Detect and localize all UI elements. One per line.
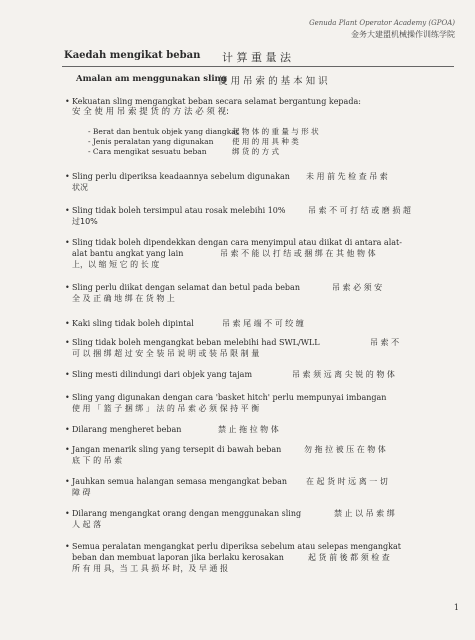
sub-item-zh: 使 用 的 用 具 种 类 — [232, 137, 299, 146]
item-text-zh-cont: 状况 — [72, 183, 88, 192]
item-text-zh: 安 全 使 用 吊 索 提 货 的 方 法 必 须 视: — [72, 107, 229, 117]
org-name-zh: 金务大建盟机械操作训练学院 — [351, 30, 455, 39]
item-text-zh-cont: 所 有 用 具，当 工 具 损 坏 时，及 早 通 报 — [72, 564, 228, 573]
bullet-icon: • — [65, 477, 70, 486]
list-item — [65, 369, 432, 380]
item-text-en-cont: beban dan membuat laporan jika berlaku kerosakan — [72, 553, 284, 562]
item-text-zh-cont: 底 下 的 吊 索 — [72, 456, 123, 465]
sub-item-zh: 起 物 体 的 重 量 与 形 状 — [232, 127, 319, 136]
sub-item-en: - Jenis peralatan yang digunakan — [88, 137, 214, 146]
list-item — [65, 392, 432, 414]
bullet-icon: • — [65, 172, 70, 181]
list-item — [65, 171, 432, 193]
item-text-zh: 吊 索 尾 端 不 可 绞 缠 — [222, 319, 304, 328]
sub-list — [88, 127, 432, 157]
subtitle-zh: 使 用 吊 索 的 基 本 知 识 — [218, 76, 328, 87]
item-text-zh: 在 起 货 时 远 离 一 切 — [306, 477, 388, 486]
organization-header — [309, 18, 455, 40]
item-text-en: Jauhkan semua halangan semasa mengangkat beban — [72, 477, 287, 486]
item-text-zh-cont: 人 起 落 — [72, 520, 102, 529]
list-item — [65, 318, 432, 329]
list-item — [65, 508, 432, 530]
bullet-icon: • — [65, 319, 70, 328]
list-item — [65, 96, 432, 157]
bullet-icon: • — [65, 97, 70, 106]
title-en: Kaedah mengikat beban — [64, 50, 201, 61]
bullet-icon: • — [65, 206, 70, 215]
bullet-icon: • — [65, 542, 70, 551]
item-text-zh: 禁 止 以 吊 索 绑 — [334, 509, 395, 518]
item-text-zh: 禁 止 拖 拉 物 体 — [218, 425, 279, 434]
list-item — [65, 424, 432, 435]
item-text-zh: 吊 索 不 可 打 结 或 磨 损 超 — [308, 206, 411, 215]
section-title — [62, 50, 454, 67]
item-text-en: Sling mesti dilindungi dari objek yang tajam — [72, 370, 253, 379]
item-text-en: Dilarang mengangkat orang dengan menggunakan sling — [72, 509, 302, 518]
list-item — [65, 476, 432, 498]
item-text-en: Jangan menarik sling yang tersepit di bawah beban — [72, 445, 282, 454]
bullet-icon: • — [65, 509, 70, 518]
bullet-icon: • — [65, 338, 70, 347]
sub-item-en: - Berat dan bentuk objek yang diangkat — [88, 127, 239, 136]
list-item — [65, 337, 432, 359]
item-text-zh: 使 用 「 篮 子 捆 绑 」 法 的 吊 索 必 须 保 持 平 衡 — [72, 404, 260, 413]
item-text-zh: 勿 拖 拉 被 压 在 物 体 — [304, 445, 386, 454]
item-text-en: Dilarang mengheret beban — [72, 425, 182, 434]
subtitle — [76, 74, 328, 87]
list-item — [65, 282, 432, 304]
item-text-zh: 起 货 前 後 都 须 检 查 — [308, 553, 390, 562]
bullet-icon: • — [65, 445, 70, 454]
item-text-en: Sling yang digunakan dengan cara 'basket hitch' perlu mempunyai imbangan — [72, 393, 387, 402]
item-text-en: Sling tidak boleh dipendekkan dengan cara menyimpul atau diikat di antara alat- — [72, 238, 402, 247]
list-item — [65, 541, 432, 574]
item-text-en: Sling tidak boleh tersimpul atau rosak melebihi 10% — [72, 206, 286, 215]
item-text-zh-cont: 障 碍 — [72, 488, 91, 497]
list-item — [65, 205, 432, 227]
item-text-zh-cont: 全 及 正 确 地 绑 在 货 物 上 — [72, 294, 175, 303]
sub-item-en: - Cara mengikat sesuatu beban — [88, 147, 207, 156]
sub-item-zh: 绑 货 的 方 式 — [232, 147, 280, 156]
bullet-icon: • — [65, 370, 70, 379]
bullet-icon: • — [65, 283, 70, 292]
item-text-zh-cont: 过10% — [72, 217, 98, 226]
item-text-zh-cont: 上，以 缩 短 它 的 长 度 — [72, 260, 160, 269]
item-text-en: Sling tidak boleh mengangkat beban melebihi had SWL/WLL — [72, 338, 320, 347]
item-text-en: Kaki sling tidak boleh dipintal — [72, 319, 194, 328]
item-text-zh-cont: 可 以 捆 绑 超 过 安 全 装 吊 说 明 或 装 吊 限 制 量 — [72, 349, 260, 358]
org-name-en: Genuda Plant Operator Academy (GPOA) — [309, 19, 455, 27]
item-text-en: Sling perlu diikat dengan selamat dan betul pada beban — [72, 283, 300, 292]
item-text-en-cont: alat bantu angkat yang lain — [72, 249, 184, 258]
list-item — [65, 237, 432, 270]
item-text-en: Kekuatan sling mengangkat beban secara selamat bergantung kepada: — [72, 97, 361, 106]
title-zh: 计 算 重 量 法 — [222, 51, 291, 64]
bullet-icon: • — [65, 238, 70, 247]
subtitle-en: Amalan am menggunakan sling — [76, 74, 227, 84]
bullet-icon: • — [65, 425, 70, 434]
item-text-zh: 吊 索 不 能 以 打 结 或 捆 绑 在 其 他 物 体 — [220, 249, 376, 258]
item-text-zh: 未 用 前 先 检 查 吊 索 — [306, 172, 388, 181]
item-text-en: Sling perlu diperiksa keadaannya sebelum digunakan — [72, 172, 290, 181]
item-text-zh: 吊 索 须 远 离 尖 锐 的 物 体 — [292, 370, 395, 379]
page-number: 1 — [453, 603, 459, 612]
item-text-zh: 吊 索 不 — [370, 338, 400, 347]
list-item — [65, 444, 432, 466]
item-text-en: Semua peralatan mengangkat perlu diperiksa sebelum atau selepas mengangkat — [72, 542, 401, 551]
item-text-zh: 吊 索 必 须 安 — [332, 283, 383, 292]
bullet-icon: • — [65, 393, 70, 402]
